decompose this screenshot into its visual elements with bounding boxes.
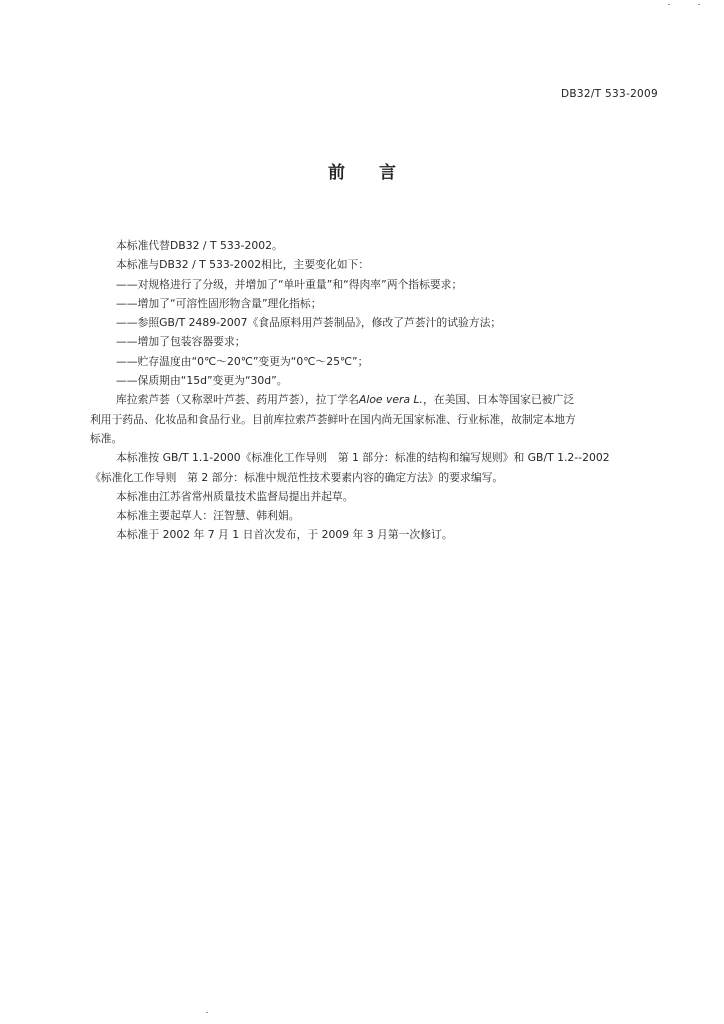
change-item: ——增加了包装容器要求； [116, 335, 246, 349]
text-line: 本标准由江苏省常州质量技术监督局提出并起草。 [116, 489, 354, 503]
text-line: 本标准于 2002 年 7 月 1 日首次发布，于 2009 年 3 月第一次修订。 [116, 528, 453, 542]
page-title: 前言 [328, 163, 430, 183]
change-item: ——对规格进行了分级，并增加了“单叶重量”和“得肉率”两个指标要求； [116, 277, 463, 291]
text-line: 本标准与DB32 / T 533-2002相比，主要变化如下： [116, 258, 370, 272]
text-span: 库拉索芦荟（又称翠叶芦荟、药用芦荟），拉丁学名 [116, 393, 359, 407]
change-item: ——保质期由“15d”变更为“30d”。 [116, 374, 288, 388]
text-line: 本标准主要起草人：汪智慧、韩利娟。 [116, 509, 300, 523]
scan-speck [698, 4, 700, 5]
paragraph-line: 标准。 [90, 431, 123, 445]
text-span: ，在美国、日本等国家已被广泛 [422, 393, 575, 407]
latin-name: Aloe vera L. [358, 393, 423, 407]
scan-speck [206, 1012, 208, 1013]
paragraph-line [90, 390, 660, 409]
paragraph-line: 利用于药品、化妆品和食品行业。目前库拉索芦荟鲜叶在国内尚无国家标准、行业标准，故制定本地方 [90, 412, 576, 426]
foreword-body [90, 236, 660, 545]
paragraph-line: 本标准按 GB/T 1.1-2000《标准化工作导则 第 1 部分：标准的结构和编写规则》和 GB/T 1.2--2002 [116, 451, 610, 465]
scan-speck [668, 4, 670, 5]
document-code: DB32/T 533-2009 [561, 88, 658, 100]
text-line: 本标准代替DB32 / T 533-2002。 [116, 239, 283, 252]
change-item: ——参照GB/T 2489-2007《食品原料用芦荟制品》，修改了芦荟汁的试验方法； [116, 316, 502, 330]
change-item: ——增加了“可溶性固形物含量”理化指标； [116, 296, 322, 310]
paragraph-line: 《标准化工作导则 第 2 部分：标准中规范性技术要素内容的确定方法》的要求编写。 [90, 470, 504, 484]
change-item: ——贮存温度由“0℃～20℃”变更为“0℃～25℃”； [116, 354, 369, 368]
